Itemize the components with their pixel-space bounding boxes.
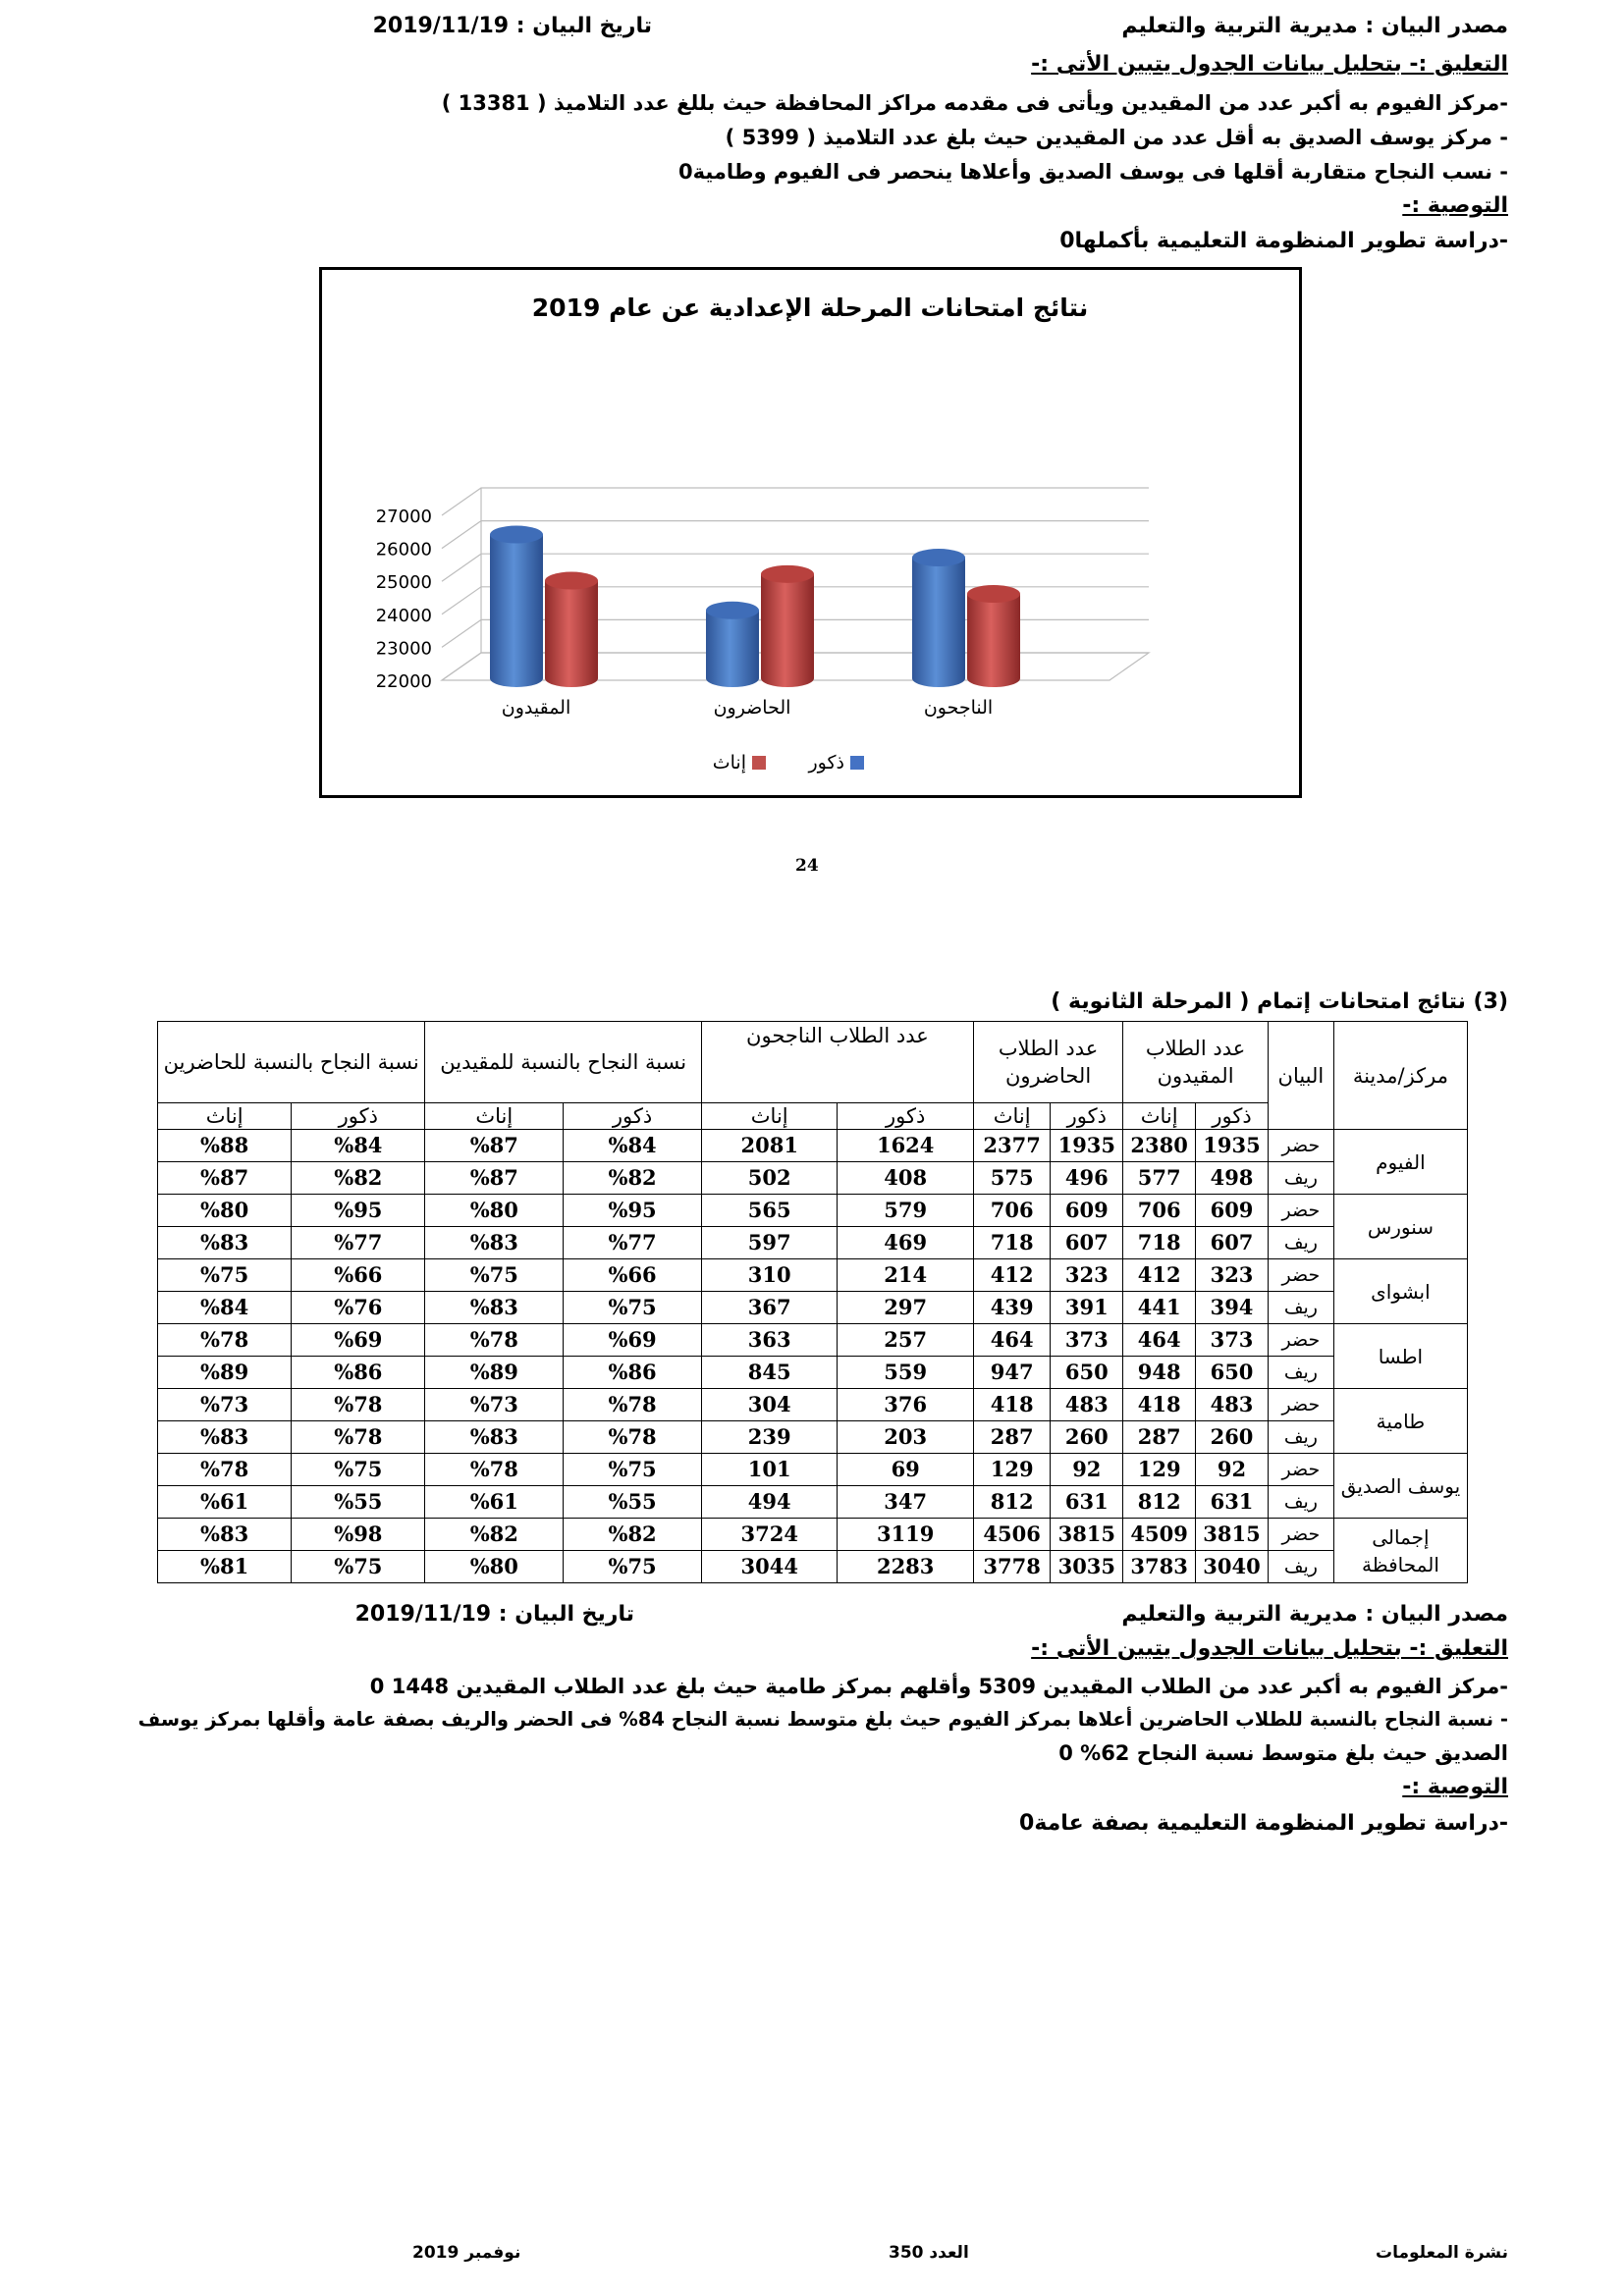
chart-frame <box>319 267 1302 798</box>
cell-value: 408 <box>838 1162 973 1195</box>
cell-value: 257 <box>838 1324 973 1357</box>
table-row <box>158 1162 1468 1195</box>
cell-kind: ريف <box>1268 1551 1333 1583</box>
cell-kind: ريف <box>1268 1292 1333 1324</box>
cell-center-name: ابشواى <box>1333 1259 1467 1324</box>
cell-value: 363 <box>701 1324 837 1357</box>
results-table <box>157 1021 1468 1583</box>
subheader-female: إناث <box>158 1103 292 1130</box>
cell-value: %82 <box>425 1519 564 1551</box>
cell-value: 323 <box>1196 1259 1269 1292</box>
cell-value: %86 <box>564 1357 702 1389</box>
cell-value: %95 <box>564 1195 702 1227</box>
date-line: تاريخ البيان : 2019/11/19 <box>354 1602 634 1627</box>
cell-value: 631 <box>1051 1486 1123 1519</box>
cell-value: 92 <box>1051 1454 1123 1486</box>
legend-swatch-female <box>752 756 766 770</box>
cell-value: %87 <box>425 1162 564 1195</box>
cell-value: 609 <box>1196 1195 1269 1227</box>
recommendation-heading: التوصية :- <box>1402 193 1508 218</box>
cell-value: 650 <box>1051 1357 1123 1389</box>
comment-heading: التعليق :- بتحليل بيانات الجدول يتبين الأتى :- <box>1031 52 1508 77</box>
header-center: مركز/مدينة <box>1333 1022 1467 1130</box>
cell-kind: حضر <box>1268 1259 1333 1292</box>
cell-value: %55 <box>292 1486 425 1519</box>
cell-value: %61 <box>425 1486 564 1519</box>
y-tick-label: 25000 <box>375 572 432 594</box>
cell-value: %86 <box>292 1357 425 1389</box>
cell-value: %83 <box>425 1421 564 1454</box>
cell-value: 394 <box>1196 1292 1269 1324</box>
header-enrolled: عدد الطلاب المقيدون <box>1123 1022 1269 1103</box>
cell-value: 706 <box>1123 1195 1196 1227</box>
cell-value: 3044 <box>701 1551 837 1583</box>
cell-center-name: اطسا <box>1333 1324 1467 1389</box>
cell-value: %82 <box>564 1519 702 1551</box>
x-category-label: المقيدون <box>501 697 571 719</box>
cell-value: %89 <box>425 1357 564 1389</box>
cell-value: 718 <box>973 1227 1050 1259</box>
table-row <box>158 1324 1468 1357</box>
cell-value: %75 <box>564 1292 702 1324</box>
table-row <box>158 1292 1468 1324</box>
subheader-male: ذكور <box>1196 1103 1269 1130</box>
cell-value: %55 <box>564 1486 702 1519</box>
cell-value: 1935 <box>1051 1130 1123 1162</box>
cell-value: 4509 <box>1123 1519 1196 1551</box>
cell-value: 3724 <box>701 1519 837 1551</box>
cell-kind: حضر <box>1268 1130 1333 1162</box>
cell-value: 2380 <box>1123 1130 1196 1162</box>
cell-value: 464 <box>973 1324 1050 1357</box>
bar-male <box>912 549 965 687</box>
table-row <box>158 1519 1468 1551</box>
cell-center-name: طامية <box>1333 1389 1467 1454</box>
y-tick-label: 23000 <box>375 638 432 660</box>
gridline <box>442 488 1149 515</box>
cell-value: 631 <box>1196 1486 1269 1519</box>
subheader-female: إناث <box>701 1103 837 1130</box>
cell-value: 412 <box>973 1259 1050 1292</box>
cell-value: 498 <box>1196 1162 1269 1195</box>
cell-value: %87 <box>425 1130 564 1162</box>
cell-value: %76 <box>292 1292 425 1324</box>
chart-category-labels <box>502 697 993 719</box>
cell-value: 418 <box>973 1389 1050 1421</box>
cell-value: %73 <box>425 1389 564 1421</box>
cell-value: 1624 <box>838 1130 973 1162</box>
cell-value: %82 <box>564 1162 702 1195</box>
cell-value: 3815 <box>1196 1519 1269 1551</box>
subheader-female: إناث <box>425 1103 564 1130</box>
cell-value: %78 <box>425 1324 564 1357</box>
table-row <box>158 1551 1468 1583</box>
cell-value: %66 <box>564 1259 702 1292</box>
cell-value: 706 <box>973 1195 1050 1227</box>
cell-value: 812 <box>973 1486 1050 1519</box>
cell-kind: ريف <box>1268 1227 1333 1259</box>
cell-value: %75 <box>425 1259 564 1292</box>
cell-value: 4506 <box>973 1519 1050 1551</box>
subheader-female: إناث <box>1123 1103 1196 1130</box>
table-row <box>158 1195 1468 1227</box>
cell-center-name: الفيوم <box>1333 1130 1467 1195</box>
cell-value: 496 <box>1051 1162 1123 1195</box>
cell-value: 412 <box>1123 1259 1196 1292</box>
date-line: تاريخ البيان : 2019/11/19 <box>372 14 652 38</box>
cell-value: 441 <box>1123 1292 1196 1324</box>
cell-value: %78 <box>425 1454 564 1486</box>
cell-value: 1935 <box>1196 1130 1269 1162</box>
table-row <box>158 1259 1468 1292</box>
cell-value: 575 <box>973 1162 1050 1195</box>
cell-value: 3035 <box>1051 1551 1123 1583</box>
cell-center-name: يوسف الصديق <box>1333 1454 1467 1519</box>
cell-center-name: سنورس <box>1333 1195 1467 1259</box>
cell-value: 347 <box>838 1486 973 1519</box>
cell-value: 609 <box>1051 1195 1123 1227</box>
bar-male <box>490 526 543 687</box>
cell-kind: حضر <box>1268 1324 1333 1357</box>
legend-label-female: إناث <box>712 752 746 774</box>
cell-value: 129 <box>1123 1454 1196 1486</box>
header-rate-enrolled: نسبة النجاح بالنسبة للمقيدين <box>425 1022 702 1103</box>
table-row <box>158 1389 1468 1421</box>
cell-value: 502 <box>701 1162 837 1195</box>
cell-value: 297 <box>838 1292 973 1324</box>
cell-kind: ريف <box>1268 1162 1333 1195</box>
cell-value: %78 <box>292 1389 425 1421</box>
cell-value: 373 <box>1051 1324 1123 1357</box>
cell-value: 650 <box>1196 1357 1269 1389</box>
cell-value: 597 <box>701 1227 837 1259</box>
subheader-male: ذكور <box>1051 1103 1123 1130</box>
cell-value: %73 <box>158 1389 292 1421</box>
cell-value: 577 <box>1123 1162 1196 1195</box>
cell-value: 483 <box>1196 1389 1269 1421</box>
x-category-label: الحاضرون <box>713 697 791 719</box>
cell-value: 565 <box>701 1195 837 1227</box>
cell-value: 483 <box>1051 1389 1123 1421</box>
cell-value: 69 <box>838 1454 973 1486</box>
cell-value: 718 <box>1123 1227 1196 1259</box>
cell-value: 101 <box>701 1454 837 1486</box>
cell-value: %66 <box>292 1259 425 1292</box>
header-rate-present: نسبة النجاح بالنسبة للحاضرين <box>158 1022 425 1103</box>
cell-value: %82 <box>292 1162 425 1195</box>
bar-chart <box>322 270 1299 795</box>
cell-value: 260 <box>1051 1421 1123 1454</box>
cell-value: 203 <box>838 1421 973 1454</box>
cell-value: %77 <box>292 1227 425 1259</box>
cell-value: %75 <box>292 1551 425 1583</box>
cell-value: %78 <box>564 1421 702 1454</box>
cell-value: 469 <box>838 1227 973 1259</box>
cell-kind: حضر <box>1268 1519 1333 1551</box>
gridline <box>442 521 1149 549</box>
comment-line: -مركز الفيوم به أكبر عدد من المقيدين ويأتى فى مقدمه مراكز المحافظة حيث بللغ عدد التلاميذ ( 13381 ) <box>441 91 1508 115</box>
cell-value: 287 <box>973 1421 1050 1454</box>
cell-center-name: إجمالى المحافظة <box>1333 1519 1467 1583</box>
cell-value: 304 <box>701 1389 837 1421</box>
chart-legend <box>713 752 864 774</box>
cell-value: 3815 <box>1051 1519 1123 1551</box>
cell-value: %80 <box>425 1195 564 1227</box>
cell-value: 948 <box>1123 1357 1196 1389</box>
cell-value: %83 <box>158 1227 292 1259</box>
cell-value: %83 <box>425 1227 564 1259</box>
cell-value: %84 <box>158 1292 292 1324</box>
cell-value: %75 <box>564 1454 702 1486</box>
cell-value: 2377 <box>973 1130 1050 1162</box>
cell-value: 310 <box>701 1259 837 1292</box>
subheader-male: ذكور <box>292 1103 425 1130</box>
cell-value: %83 <box>158 1519 292 1551</box>
comment-line: الصديق حيث بلغ متوسط نسبة النجاح 62% 0 <box>1058 1741 1508 1765</box>
bar-female <box>545 572 598 687</box>
table-row <box>158 1421 1468 1454</box>
cell-value: 373 <box>1196 1324 1269 1357</box>
cell-value: %69 <box>564 1324 702 1357</box>
table-row <box>158 1130 1468 1162</box>
cell-value: %98 <box>292 1519 425 1551</box>
cell-value: 376 <box>838 1389 973 1421</box>
recommendation-line: -دراسة تطوير المنظومة التعليمية بصفة عامة0 <box>1019 1811 1508 1836</box>
table-row <box>158 1357 1468 1389</box>
cell-value: 559 <box>838 1357 973 1389</box>
bar-female <box>761 565 814 687</box>
cell-value: 464 <box>1123 1324 1196 1357</box>
footer-publication: نشرة المعلومات <box>1375 2243 1508 2263</box>
recommendation-heading: التوصية :- <box>1402 1775 1508 1799</box>
cell-value: 3778 <box>973 1551 1050 1583</box>
section-title: (3) نتائج امتحانات إتمام ( المرحلة الثانوية ) <box>1051 989 1508 1014</box>
cell-value: 845 <box>701 1357 837 1389</box>
cell-kind: ريف <box>1268 1357 1333 1389</box>
cell-value: 287 <box>1123 1421 1196 1454</box>
cell-value: 129 <box>973 1454 1050 1486</box>
cell-value: %89 <box>158 1357 292 1389</box>
bar-female <box>967 585 1020 687</box>
footer-date: نوفمبر 2019 <box>412 2243 521 2263</box>
y-tick-label: 27000 <box>375 507 432 527</box>
cell-kind: حضر <box>1268 1195 1333 1227</box>
recommendation-line: -دراسة تطوير المنظومة التعليمية بأكملها0 <box>1059 229 1508 253</box>
page-number: 24 <box>795 856 819 876</box>
cell-value: %83 <box>425 1292 564 1324</box>
cell-kind: حضر <box>1268 1454 1333 1486</box>
cell-value: %61 <box>158 1486 292 1519</box>
comment-heading: التعليق :- بتحليل بيانات الجدول يتبين الأتى :- <box>1031 1636 1508 1661</box>
bar-male <box>706 602 759 687</box>
y-tick-label: 24000 <box>375 605 432 626</box>
cell-value: 494 <box>701 1486 837 1519</box>
source-line: مصدر البيان : مديرية التربية والتعليم <box>1121 1602 1508 1627</box>
cell-value: 579 <box>838 1195 973 1227</box>
table-row <box>158 1486 1468 1519</box>
y-tick-label: 22000 <box>375 671 432 692</box>
subheader-female: إناث <box>973 1103 1050 1130</box>
cell-value: 947 <box>973 1357 1050 1389</box>
cell-value: %84 <box>292 1130 425 1162</box>
cell-value: %95 <box>292 1195 425 1227</box>
cell-value: 3040 <box>1196 1551 1269 1583</box>
cell-value: %81 <box>158 1551 292 1583</box>
cell-value: %87 <box>158 1162 292 1195</box>
header-kind: البيان <box>1268 1022 1333 1130</box>
cell-value: %75 <box>564 1551 702 1583</box>
cell-value: 214 <box>838 1259 973 1292</box>
cell-value: 3119 <box>838 1519 973 1551</box>
cell-value: %78 <box>564 1389 702 1421</box>
cell-value: %77 <box>564 1227 702 1259</box>
cell-value: 367 <box>701 1292 837 1324</box>
cell-value: %88 <box>158 1130 292 1162</box>
table-row <box>158 1454 1468 1486</box>
chart-title: نتائج امتحانات المرحلة الإعدادية عن عام 2019 <box>531 294 1089 322</box>
comment-line: - نسب النجاح متقاربة أقلها فى يوسف الصديق وأعلاها ينحصر فى الفيوم وطامية0 <box>677 160 1508 184</box>
cell-value: %83 <box>158 1421 292 1454</box>
cell-value: %75 <box>292 1454 425 1486</box>
cell-kind: حضر <box>1268 1389 1333 1421</box>
source-line: مصدر البيان : مديرية التربية والتعليم <box>1121 14 1508 38</box>
subheader-male: ذكور <box>564 1103 702 1130</box>
cell-value: 92 <box>1196 1454 1269 1486</box>
cell-value: 391 <box>1051 1292 1123 1324</box>
table-row <box>158 1227 1468 1259</box>
cell-value: %78 <box>292 1421 425 1454</box>
cell-kind: ريف <box>1268 1421 1333 1454</box>
cell-value: 812 <box>1123 1486 1196 1519</box>
cell-value: 239 <box>701 1421 837 1454</box>
y-tick-label: 26000 <box>375 539 432 561</box>
cell-value: %69 <box>292 1324 425 1357</box>
cell-value: %84 <box>564 1130 702 1162</box>
cell-value: %75 <box>158 1259 292 1292</box>
header-passed: عدد الطلاب الناجحون <box>701 1022 973 1103</box>
comment-line: - نسبة النجاح بالنسبة للطلاب الحاضرين أعلاها بمركز الفيوم حيث بلغ متوسط نسبة النجاح 84% فى الحضر والريف بصفة عامة وأقلها بمركز يوسف <box>137 1708 1508 1731</box>
cell-value: 2081 <box>701 1130 837 1162</box>
x-category-label: الناجحون <box>923 697 994 719</box>
comment-line: - مركز يوسف الصديق به أقل عدد من المقيدين حيث بلغ عدد التلاميذ ( 5399 ) <box>725 126 1508 149</box>
cell-value: 439 <box>973 1292 1050 1324</box>
cell-value: %80 <box>158 1195 292 1227</box>
subheader-male: ذكور <box>838 1103 973 1130</box>
cell-value: %78 <box>158 1324 292 1357</box>
legend-label-male: ذكور <box>808 752 844 774</box>
cell-value: 323 <box>1051 1259 1123 1292</box>
cell-kind: ريف <box>1268 1486 1333 1519</box>
header-present: عدد الطلاب الحاضرون <box>973 1022 1122 1103</box>
cell-value: 260 <box>1196 1421 1269 1454</box>
cell-value: 607 <box>1196 1227 1269 1259</box>
cell-value: 607 <box>1051 1227 1123 1259</box>
footer-issue: العدد 350 <box>889 2243 969 2263</box>
comment-line: -مركز الفيوم به أكبر عدد من الطلاب المقيدين 5309 وأقلهم بمركز طامية حيث بلغ عدد الطلاب المقيدين 1448 0 <box>369 1675 1508 1698</box>
cell-value: 3783 <box>1123 1551 1196 1583</box>
cell-value: 418 <box>1123 1389 1196 1421</box>
legend-swatch-male <box>850 756 864 770</box>
cell-value: %80 <box>425 1551 564 1583</box>
chart-bars <box>490 526 1020 687</box>
cell-value: 2283 <box>838 1551 973 1583</box>
cell-value: %78 <box>158 1454 292 1486</box>
